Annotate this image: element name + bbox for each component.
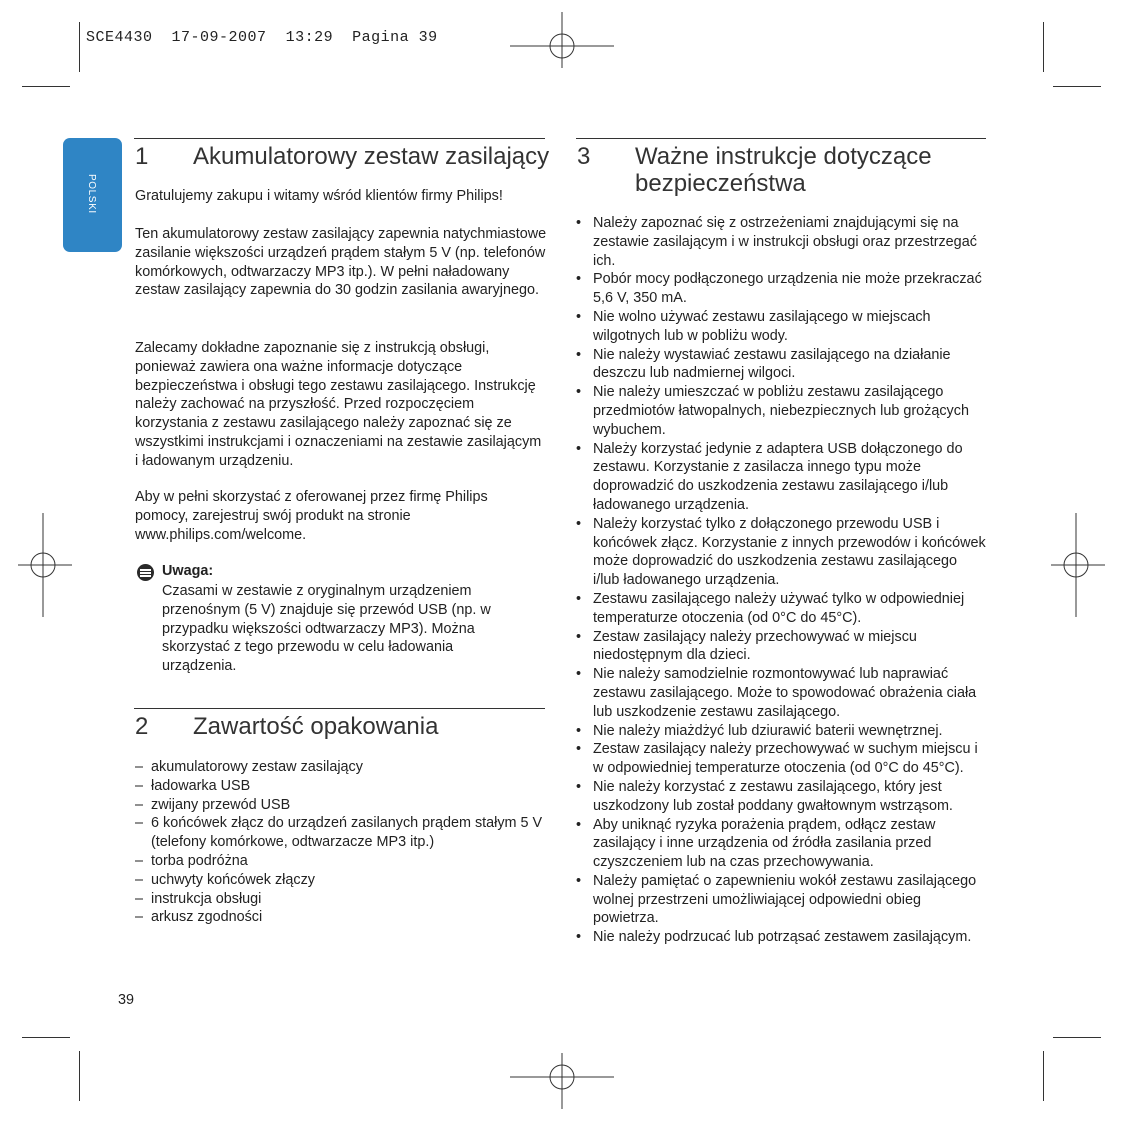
list-item: • Zestaw zasilający należy przechowywać w miejscu niedostępnym dla dzieci. (576, 628, 986, 666)
description-paragraph: Ten akumulatorowy zestaw zasilający zapewnia natychmiastowe zasilanie większości urządzeń prądem stałym 5 V (np. telefonów komórkowych, odtwarzaczy MP3 itp.). W pełni naładowany zestaw zasilający zapewnia do 30 godzin zasilania awaryjnego. (135, 226, 547, 299)
list-item: • Nie należy wystawiać zestawu zasilającego na działanie deszczu lub nadmiernej wilgoci. (576, 346, 986, 384)
note-icon (137, 564, 154, 581)
list-item: – 6 końcówek złącz do urządzeń zasilanych prądem stałym 5 V (telefony komórkowe, odtwarzacze MP3 itp.) (135, 814, 547, 852)
list-item: – instrukcja obsługi (135, 890, 547, 909)
note-title: Uwaga: (162, 563, 214, 579)
section-1-number: 1 (135, 143, 149, 170)
list-item: – ładowarka USB (135, 777, 547, 796)
crop-mark (79, 22, 80, 72)
list-item: • Nie wolno używać zestawu zasilającego w miejscach wilgotnych lub w pobliżu wody. (576, 308, 986, 346)
section-rule (576, 138, 986, 139)
section-rule (134, 138, 545, 139)
recommendation-paragraph: Zalecamy dokładne zapoznanie się z instrukcją obsługi, ponieważ zawiera ona ważne informacje dotyczące bezpieczeństwa i obsługi tego zestawu zasilającego. Instrukcję należy zachować na przyszłość. Przed rozpoczęciem korzystania z zestawu zasilającego należy zapoznać się ze wszystkimi instrukcjami i oznaczeniami na zestawie zasilającym i ładowanym urządzeniu. (135, 340, 542, 469)
registration-mark-left (18, 513, 72, 617)
list-item: • Zestaw zasilający należy przechowywać w suchym miejscu i w odpowiedniej temperaturze otoczenia (od 0°C do 45°C). (576, 740, 986, 778)
list-item: – arkusz zgodności (135, 908, 547, 927)
crop-mark (79, 1051, 80, 1101)
list-item: • Należy korzystać jedynie z adaptera USB dołączonego do zestawu. Korzystanie z zasilacza innego typu może doprowadzić do uszkodzenia zestawu zasilającego i/lub ładowanego urządzenia. (576, 440, 986, 515)
language-tab-label: POLSKI (86, 174, 97, 214)
list-item: • Nie należy podrzucać lub potrząsać zestawem zasilającym. (576, 928, 986, 947)
crop-mark (22, 1037, 70, 1038)
list-item: • Należy pamiętać o zapewnieniu wokół zestawu zasilającego wolnej przestrzeni umożliwiającej odpowiedni obieg powietrza. (576, 872, 986, 928)
list-item: • Nie należy miażdżyć lub dziurawić baterii wewnętrznej. (576, 722, 986, 741)
intro-paragraph: Gratulujemy zakupu i witamy wśród klientów firmy Philips! (135, 188, 503, 204)
registration-paragraph: Aby w pełni skorzystać z oferowanej przez firmę Philips pomocy, zarejestruj swój produkt na stronie www.philips.com/welcome. (135, 489, 488, 543)
section-3-title-line2: bezpieczeństwa (635, 170, 806, 197)
registration-mark-top (510, 12, 614, 68)
section-2-title: Zawartość opakowania (193, 713, 439, 740)
print-slug (86, 29, 438, 46)
section-1-title: Akumulatorowy zestaw zasilający (193, 143, 550, 170)
crop-mark (1053, 86, 1101, 87)
list-item: • Należy korzystać tylko z dołączonego przewodu USB i końcówek złącz. Korzystanie z innych przewodów i końcówek może doprowadzić do uszkodzenia zestawu zasilającego i/lub ładowanego urządzenia. (576, 515, 986, 590)
crop-mark (1053, 1037, 1101, 1038)
slug-model: SCE4430 (86, 29, 153, 46)
crop-mark (22, 86, 70, 87)
list-item: • Aby uniknąć ryzyka porażenia prądem, odłącz zestaw zasilający i inne urządzenia od źródła zasilania przed czyszczeniem lub na czas przechowywania. (576, 816, 986, 872)
registration-mark-bottom (510, 1053, 614, 1109)
section-3-title-line1: Ważne instrukcje dotyczące (635, 143, 932, 170)
safety-instructions-list (576, 214, 986, 947)
list-item: • Zestawu zasilającego należy używać tylko w odpowiedniej temperaturze otoczenia (od 0°C do 45°C). (576, 590, 986, 628)
crop-mark (1043, 1051, 1044, 1101)
language-tab (63, 138, 122, 252)
slug-page: Pagina 39 (352, 29, 438, 46)
list-item: • Nie należy umieszczać w pobliżu zestawu zasilającego przedmiotów łatwopalnych, niebezpiecznych lub grożących wybuchem. (576, 383, 986, 439)
section-2-number: 2 (135, 713, 149, 740)
list-item: – uchwyty końcówek złączy (135, 871, 547, 890)
list-item: • Należy zapoznać się z ostrzeżeniami znajdującymi się na zestawie zasilającym i w instrukcji obsługi oraz przestrzegać ich. (576, 214, 986, 270)
list-item: – akumulatorowy zestaw zasilający (135, 758, 547, 777)
list-item: • Nie należy korzystać z zestawu zasilającego, który jest uszkodzony lub został poddany gwałtownym wstrząsom. (576, 778, 986, 816)
list-item: – zwijany przewód USB (135, 796, 547, 815)
section-rule (134, 708, 545, 709)
slug-date: 17-09-2007 (171, 29, 267, 46)
slug-time: 13:29 (285, 29, 334, 46)
page-number: 39 (118, 992, 135, 1008)
package-contents-list (135, 758, 547, 927)
section-3-number: 3 (577, 143, 591, 170)
list-item: • Nie należy samodzielnie rozmontowywać lub naprawiać zestawu zasilającego. Może to spowodować obrażenia ciała lub uszkodzenie zestawu zasilającego. (576, 665, 986, 721)
list-item: • Pobór mocy podłączonego urządzenia nie może przekraczać 5,6 V, 350 mA. (576, 270, 986, 308)
registration-mark-right (1051, 513, 1105, 617)
list-item: – torba podróżna (135, 852, 547, 871)
crop-mark (1043, 22, 1044, 72)
note-text: Czasami w zestawie z oryginalnym urządzeniem przenośnym (5 V) znajduje się przewód USB (np. w przypadku większości odtwarzaczy MP3). Można skorzystać z tego przewodu w celu ładowania urządzenia. (162, 583, 491, 675)
